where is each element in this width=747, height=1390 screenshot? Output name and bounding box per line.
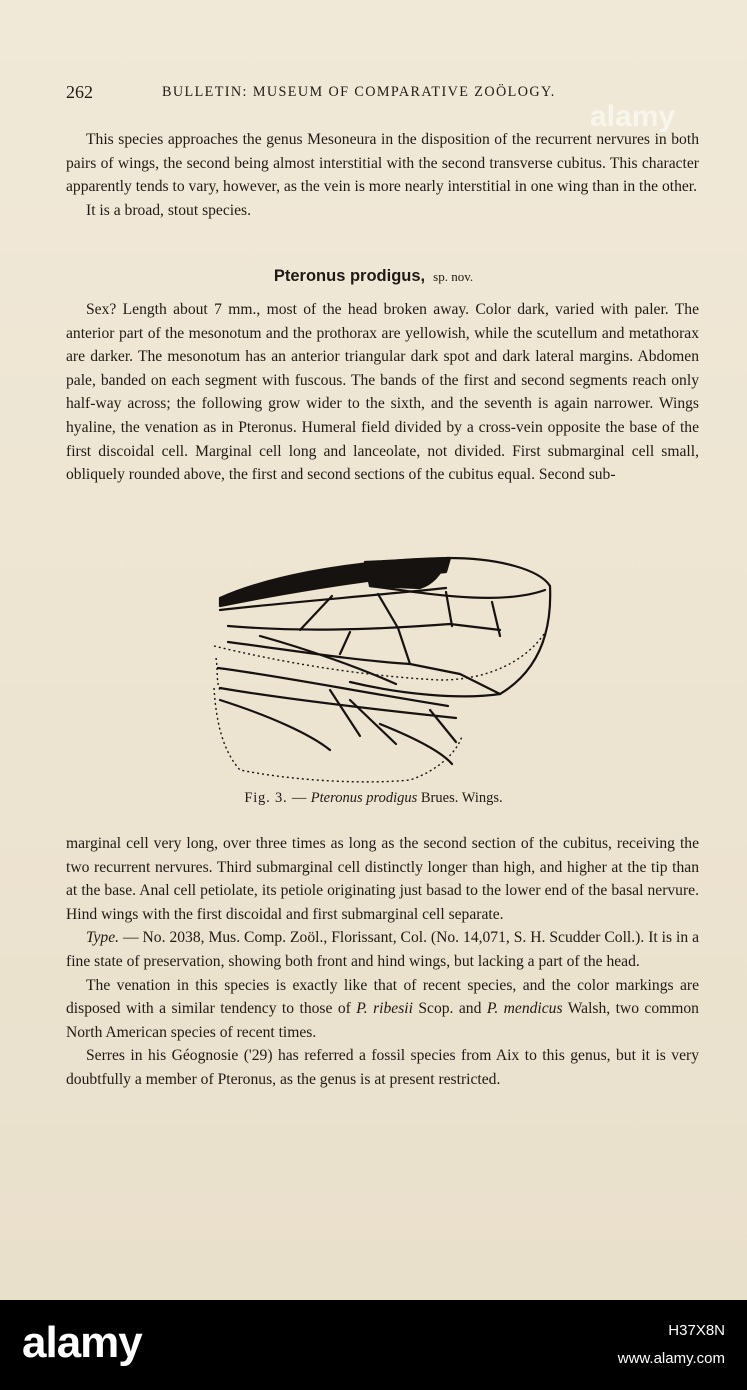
hindwing-crossvein-2 xyxy=(350,700,396,744)
hindwing-lower-vein xyxy=(380,724,452,764)
running-title: BULLETIN: MUSEUM OF COMPARATIVE ZOÖLOGY. xyxy=(162,84,556,100)
serres-paragraph: Serres in his Géognosie ('29) has referred a fossil species from Aix to this genus, but it is very doubtfully a member of Pteronus, as the genus is at present restricted. xyxy=(66,1047,699,1088)
figure-label: Fig. 3. — xyxy=(244,790,308,806)
forewing-dashed-margin xyxy=(214,634,544,680)
venation-text-b: Scop. and xyxy=(412,1000,487,1018)
species-ribesii: P. ribesii xyxy=(356,1000,413,1018)
hindwing-cubitus-vein xyxy=(220,700,330,750)
site-url: www.alamy.com xyxy=(617,1350,725,1367)
faint-watermark-logo: alamy xyxy=(590,100,676,133)
species-heading xyxy=(0,267,747,286)
forewing-crossvein-3 xyxy=(446,592,452,626)
description-paragraph: Sex? Length about 7 mm., most of the head broken away. Color dark, varied with paler. The anterior part of the mesonotum and the prothorax are yellowish, while the scutellum and metathorax are darker. The mesonotum has an anterior triangular dark spot and dark lateral margins. Abdomen pale, banded on each segment with fuscous. The bands of the first and second segments reach only half-way across; the following grow wider to the sixth, and the seventh is again narrower. Wings hyaline, the venation as in Pteronus. Humeral field divided by a cross-vein opposite the base of the first discoidal cell. Marginal cell long and lanceolate, not divided. First submarginal cell small, obliquely rounded above, the first and second sections of the cubitus equal. Second sub- xyxy=(66,301,699,484)
species-mendicus: P. mendicus xyxy=(486,1000,563,1018)
alamy-logo: alamy xyxy=(22,1318,142,1367)
running-head xyxy=(66,82,681,106)
hindwing-costal-vein xyxy=(218,668,448,706)
species-designation: sp. nov. xyxy=(433,269,474,284)
figure-subject: Wings. xyxy=(461,790,503,806)
intro-paragraph-2: It is a broad, stout species. xyxy=(86,201,251,219)
type-text: — No. 2038, Mus. Comp. Zoöl., Florissant, Col. (No. 14,071, S. H. Scudder Coll.). It is in a fine state of preservation, showing both front and hind wings, but lacking a part of the head. xyxy=(66,929,699,970)
hindwing-dashed-inner xyxy=(216,658,220,690)
page-number: 262 xyxy=(66,82,93,102)
type-paragraph xyxy=(66,926,699,973)
forewing-crossvein-6 xyxy=(340,632,350,654)
continuation-paragraph: marginal cell very long, over three times as long as the second section of the cubitus, receiving the two recurrent nervures. Third submarginal cell distinctly longer than high, and higher at the tip than at the base. Anal cell petiolate, its petiole originating just basad to the lower end of the basal nervure. Hind wings with the first discoidal and first submarginal cell separate. xyxy=(66,835,699,923)
intro-paragraph: This species approaches the genus Mesoneura in the disposition of the recurrent nervures in both pairs of wings, the second being almost interstitial with the second transverse cubitus. This character apparently tends to vary, however, as the vein is more nearly interstitial in one wing than in the other. xyxy=(66,131,699,196)
hindwing-crossvein-3 xyxy=(430,710,456,742)
image-id: H37X8N xyxy=(668,1322,725,1339)
venation-paragraph xyxy=(66,974,699,1045)
forewing-stigma xyxy=(365,558,448,588)
continuation-block xyxy=(66,832,699,1092)
type-label: Type. xyxy=(86,929,120,947)
watermark-bar xyxy=(0,1300,747,1390)
forewing-crossvein-5 xyxy=(398,628,410,664)
forewing-cubitus-vein xyxy=(228,624,500,630)
figure-caption xyxy=(0,790,747,807)
wing-venation-figure xyxy=(200,550,570,786)
intro-block xyxy=(66,128,699,222)
forewing-crossvein-4 xyxy=(492,602,500,636)
description-block xyxy=(66,298,699,487)
forewing-crossvein-2 xyxy=(378,594,398,628)
species-name: Pteronus prodigus, xyxy=(273,267,426,285)
hindwing-crossvein-1 xyxy=(330,690,360,736)
figure-author: Brues. xyxy=(420,790,459,806)
venation-text-c: Walsh, two common North American species of recent times. xyxy=(66,1000,699,1041)
figure-taxon: Pteronus prodigus xyxy=(310,790,418,806)
venation-text-a: The venation in this species is exactly like that of recent species, and the color markings are disposed with a similar tendency to those of xyxy=(66,976,699,1018)
